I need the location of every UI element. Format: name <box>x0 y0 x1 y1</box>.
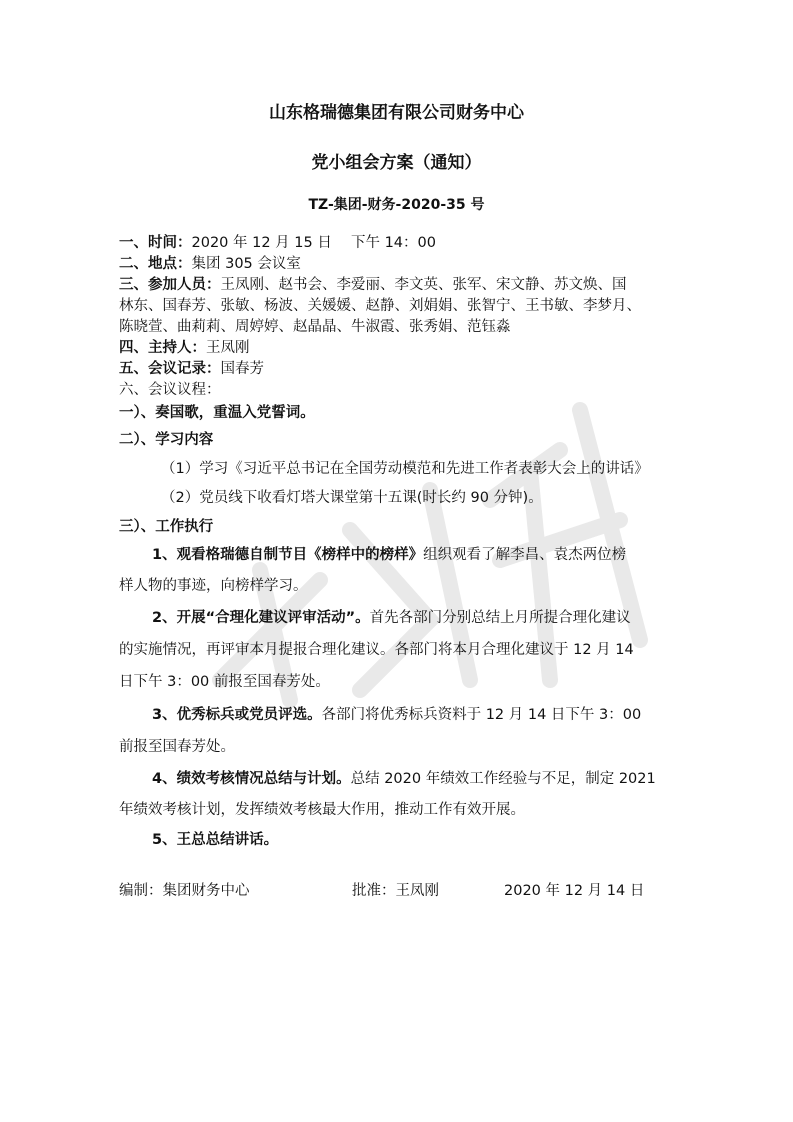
time-value: 2020 年 12 月 15 日 下午 14：00 <box>191 235 436 251</box>
agenda-section-2: 二）、学习内容 <box>119 432 214 448</box>
footer-compiled: 编制：集团财务中心 <box>119 883 250 899</box>
task-2-text-a: 首先各部门分别总结上月所提合理化建议 <box>369 610 631 626</box>
task-2-line-3: 日下午 3：00 前报至国春芳处。 <box>119 674 330 690</box>
attendees-text-1: 王凤刚、赵书会、李爱丽、李文英、张军、宋文静、苏文焕、国 <box>220 277 627 293</box>
host-line <box>119 338 250 358</box>
time-line <box>119 233 436 253</box>
place-label: 二、地点： <box>119 256 192 272</box>
recorder-value: 国春芳 <box>220 361 264 377</box>
task-1-line-2: 样人物的事迹，向榜样学习。 <box>119 578 308 594</box>
org-title: 山东格瑞德集团有限公司财务中心 <box>269 103 524 123</box>
doc-number: TZ-集团-财务-2020-35 号 <box>308 197 485 213</box>
time-label: 一、时间： <box>119 235 192 251</box>
task-4-title: 4、绩效考核情况总结与计划。 <box>152 771 351 787</box>
task-3-title: 3、优秀标兵或党员评选。 <box>152 707 322 723</box>
host-label: 四、主持人： <box>119 340 206 356</box>
study-item-1: （1）学习《习近平总书记在全国劳动模范和先进工作者表彰大会上的讲话》 <box>161 461 649 477</box>
task-3-text-a: 各部门将优秀标兵资料于 12 月 14 日下午 3：00 <box>321 707 642 723</box>
task-1-line-1 <box>152 545 626 565</box>
attendees-line-2: 林东、国春芳、张敏、杨波、关媛媛、赵静、刘娟娟、张智宁、王书敏、李梦月、 <box>119 298 641 314</box>
task-5-title: 5、王总总结讲话。 <box>152 832 279 848</box>
host-value: 王凤刚 <box>206 340 250 356</box>
place-line <box>119 254 301 274</box>
agenda-section-1: 一）、奏国歌，重温入党誓词。 <box>119 405 315 421</box>
agenda-label: 六、会议议程： <box>119 382 221 398</box>
attendees-label: 三、参加人员： <box>119 277 221 293</box>
task-2-title: 2、开展“合理化建议评审活动”。 <box>152 610 370 626</box>
footer-date: 2020 年 12 月 14 日 <box>504 883 645 899</box>
recorder-label: 五、会议记录： <box>119 361 221 377</box>
task-1-text-a: 组织观看了解李昌、袁杰两位榜 <box>423 547 627 563</box>
task-3-line-2: 前报至国春芳处。 <box>119 739 235 755</box>
task-4-text-a: 总结 2020 年绩效工作经验与不足，制定 2021 <box>350 771 656 787</box>
attendees-line-1 <box>119 275 627 295</box>
task-2-line-1 <box>152 608 631 628</box>
task-1-title: 1、观看格瑞德自制节目《榜样中的榜样》 <box>152 547 424 563</box>
agenda-section-3: 三）、工作执行 <box>119 519 214 535</box>
task-2-line-2: 的实施情况，再评审本月提报合理化建议。各部门将本月合理化建议于 12 月 14 <box>119 642 634 658</box>
doc-title: 党小组会方案（通知） <box>311 153 482 173</box>
task-4-line-1 <box>152 769 656 789</box>
footer-approved: 批准：王凤刚 <box>352 883 439 899</box>
place-value: 集团 305 会议室 <box>191 256 301 272</box>
study-item-2: （2）党员线下收看灯塔大课堂第十五课(时长约 90 分钟)。 <box>161 490 543 506</box>
recorder-line <box>119 359 264 379</box>
task-3-line-1 <box>152 705 641 725</box>
task-4-line-2: 年绩效考核计划，发挥绩效考核最大作用，推动工作有效开展。 <box>119 802 525 818</box>
attendees-line-3: 陈晓萱、曲莉莉、周婷婷、赵晶晶、牛淑霞、张秀娟、范钰淼 <box>119 319 511 335</box>
